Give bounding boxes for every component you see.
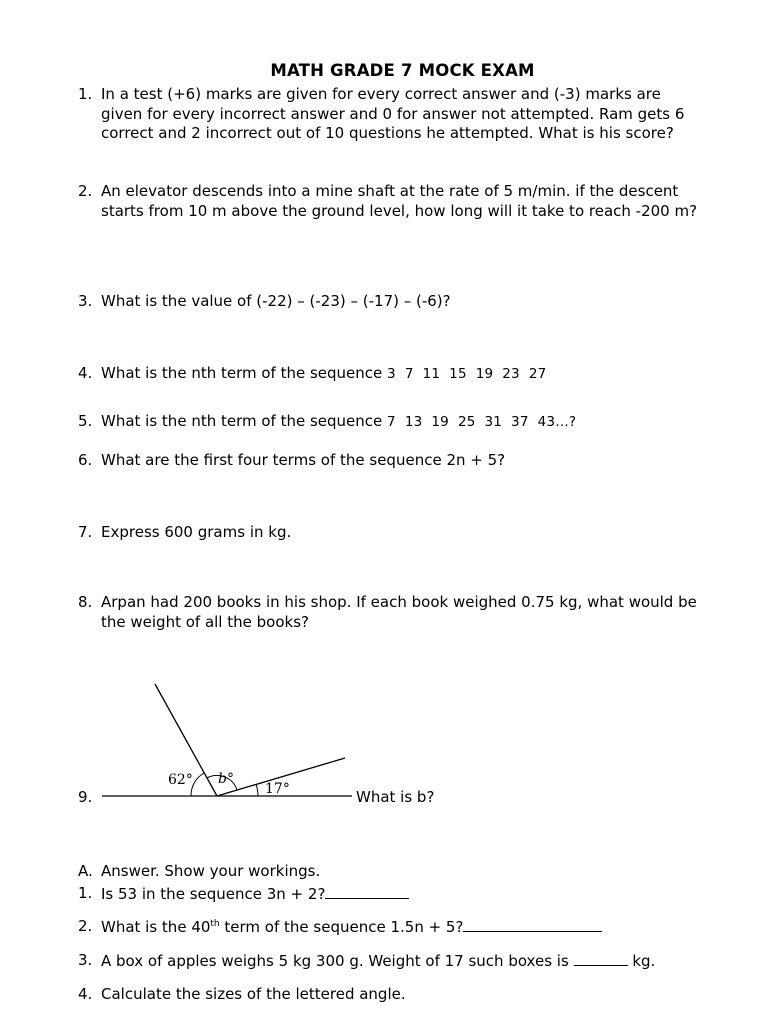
section-a-item-1 — [78, 884, 698, 905]
angle-label-62: 62° — [168, 772, 193, 788]
question-text: In a test (+6) marks are given for every correct answer and (-3) marks are given for every incorrect answer and 0 for answer not attempted. Ram gets 6 correct and 2 incorrect out of 10 questions he attempted. What is his score? — [101, 85, 685, 143]
answer-blank[interactable] — [463, 917, 602, 932]
item-text-wrap — [101, 951, 698, 972]
question-text-wrap — [101, 364, 698, 385]
section-label: A. — [78, 862, 93, 880]
question-text: Arpan had 200 books in his shop. If each book weighed 0.75 kg, what would be the weight of all the books? — [101, 593, 697, 631]
question-number: 8. — [78, 593, 93, 611]
question-number: 1. — [78, 85, 93, 103]
item-number: 1. — [78, 884, 93, 902]
item-number: 4. — [78, 985, 93, 1003]
question-text: What is the nth term of the sequence — [101, 364, 388, 382]
item-text: What is the 40 — [101, 918, 211, 936]
sequence-terms: 3 7 11 15 19 23 27 — [387, 366, 547, 382]
question-3 — [78, 292, 698, 312]
question-number: 7. — [78, 523, 93, 541]
section-a-heading — [78, 862, 698, 882]
question-number: 9. — [78, 788, 93, 806]
question-9 — [356, 788, 556, 808]
question-text: An elevator descends into a mine shaft at the rate of 5 m/min. if the descent starts from 10 m above the ground level, how long will it take to reach -200 m? — [101, 182, 698, 220]
question-number: 4. — [78, 364, 93, 382]
item-text: Is 53 in the sequence 3n + 2? — [101, 885, 326, 903]
arc-right-angle — [256, 784, 258, 796]
item-text-wrap — [101, 884, 698, 905]
item-number: 3. — [78, 951, 93, 969]
superscript-th: th — [210, 919, 220, 929]
question-text: Express 600 grams in kg. — [101, 523, 292, 541]
question-text: What is b? — [356, 788, 435, 806]
arc-left-angle — [191, 773, 204, 796]
question-text-wrap — [101, 412, 698, 433]
question-5 — [78, 412, 698, 433]
item-text: A box of apples weighs 5 kg 300 g. Weight of 17 such boxes is — [101, 952, 574, 970]
angle-label-17: 17° — [265, 781, 290, 797]
question-text: What is the value of (-22) – (-23) – (-17) – (-6)? — [101, 292, 451, 310]
question-text: What is the nth term of the sequence — [101, 412, 388, 430]
item-text-after: term of the sequence 1.5n + 5? — [219, 918, 464, 936]
question-number: 6. — [78, 451, 93, 469]
question-4 — [78, 364, 698, 385]
answer-blank[interactable] — [574, 951, 628, 966]
item-text: Calculate the sizes of the lettered angle. — [101, 985, 406, 1003]
question-1 — [78, 85, 698, 144]
section-heading-text: Answer. Show your workings. — [101, 862, 321, 880]
section-a-item-2 — [78, 917, 698, 938]
section-a-item-3 — [78, 951, 698, 972]
angle-label-b: b° — [218, 771, 234, 787]
question-number: 3. — [78, 292, 93, 310]
sequence-terms: 7 13 19 25 31 37 43…? — [387, 414, 577, 430]
question-number: 5. — [78, 412, 93, 430]
question-6 — [78, 451, 698, 471]
angle-diagram — [95, 675, 365, 810]
question-7 — [78, 523, 698, 543]
item-text-wrap — [101, 917, 698, 938]
item-text-after: kg. — [627, 952, 656, 970]
question-2 — [78, 182, 698, 221]
section-a-item-4 — [78, 985, 698, 1005]
question-number: 2. — [78, 182, 93, 200]
question-text: What are the first four terms of the sequence 2n + 5? — [101, 451, 506, 469]
question-8 — [78, 593, 698, 632]
item-number: 2. — [78, 917, 93, 935]
answer-blank[interactable] — [325, 884, 409, 899]
page-title: MATH GRADE 7 MOCK EXAM — [270, 61, 535, 80]
